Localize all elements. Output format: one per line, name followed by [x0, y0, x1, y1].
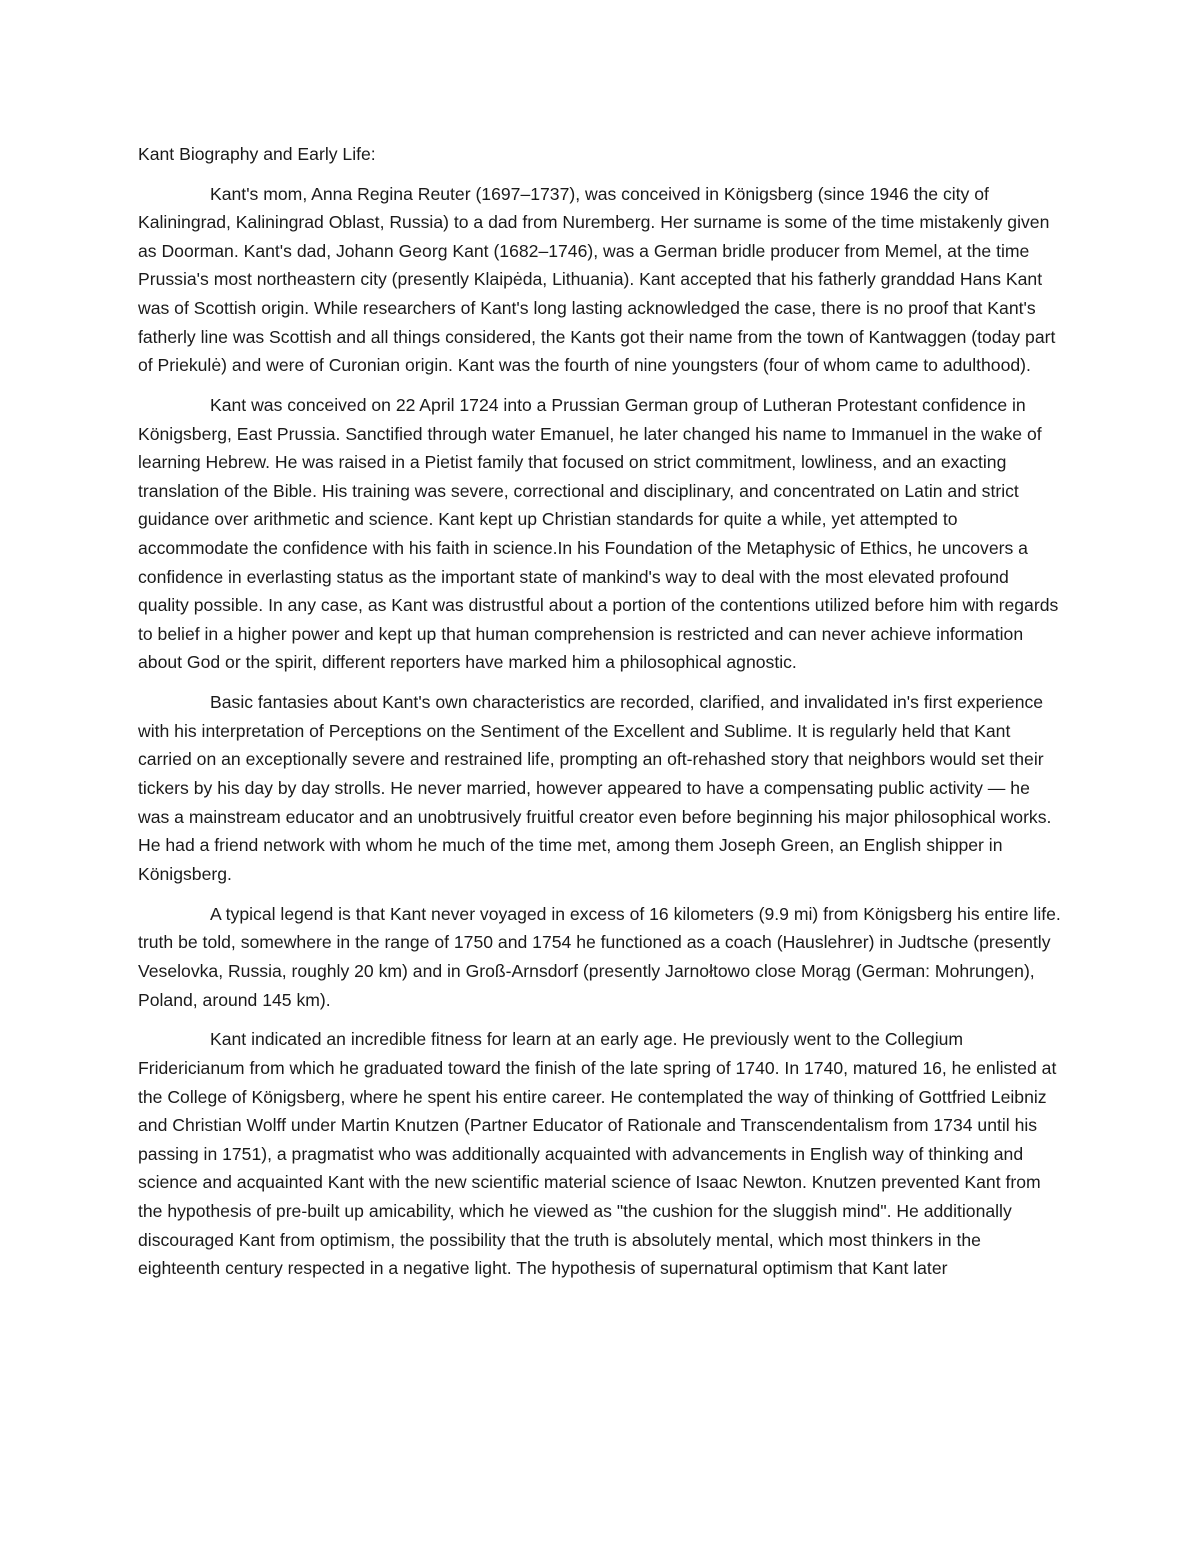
document-page — [138, 140, 1063, 1294]
document-title: Kant Biography and Early Life: — [138, 144, 376, 164]
paragraph-birth-and-faith: Kant was conceived on 22 April 1724 into a Prussian German group of Lutheran Protestant confidence in Königsberg, East Prussia. Sanctified through water Emanuel, he later changed his name to Immanuel in the wake of learning Hebrew. He was raised in a Pietist family that focused on strict commitment, lowliness, and an exacting translation of the Bible. His training was severe, correctional and disciplinary, and concentrated on Latin and strict guidance over arithmetic and science. Kant kept up Christian standards for quite a while, yet attempted to accommodate the confidence with his faith in science.In his Foundation of the Metaphysic of Ethics, he uncovers a confidence in everlasting status as the important state of mankind's way to deal with the most elevated profound quality possible. In any case, as Kant was distrustful about a portion of the contentions utilized before him with regards to belief in a higher power and kept up that human comprehension is restricted and can never achieve information about God or the spirit, different reporters have marked him a philosophical agnostic. — [138, 395, 1059, 673]
paragraph-education: Kant indicated an incredible fitness for learn at an early age. He previously went to the Collegium Fridericianum from which he graduated toward the finish of the late spring of 1740. In 1740, matured 16, he enlisted at the College of Königsberg, where he spent his entire career. He contemplated the way of thinking of Gottfried Leibniz and Christian Wolff under Martin Knutzen (Partner Educator of Rationale and Transcendentalism from 1734 until his passing in 1751), a pragmatist who was additionally acquainted with advancements in English way of thinking and science and acquainted Kant with the new scientific material science of Isaac Newton. Knutzen prevented Kant from the hypothesis of pre-built up amicability, which he viewed as "the cushion for the sluggish mind". He additionally discouraged Kant from optimism, the possibility that the truth is absolutely mental, which most thinkers in the eighteenth century respected in a negative light. The hypothesis of supernatural optimism that Kant later — [138, 1029, 1057, 1279]
paragraph-family-origins: Kant's mom, Anna Regina Reuter (1697–1737), was conceived in Königsberg (since 1946 the city of Kaliningrad, Kaliningrad Oblast, Russia) to a dad from Nuremberg. Her surname is some of the time mistakenly given as Doorman. Kant's dad, Johann Georg Kant (1682–1746), was a German bridle producer from Memel, at the time Prussia's most northeastern city (presently Klaipėda, Lithuania). Kant accepted that his fatherly granddad Hans Kant was of Scottish origin. While researchers of Kant's long lasting acknowledged the case, there is no proof that Kant's fatherly line was Scottish and all things considered, the Kants got their name from the town of Kantwaggen (today part of Priekulė) and were of Curonian origin. Kant was the fourth of nine youngsters (four of whom came to adulthood). — [138, 183, 1056, 376]
paragraph-travel-legend: A typical legend is that Kant never voyaged in excess of 16 kilometers (9.9 mi) from Königsberg his entire life. truth be told, somewhere in the range of 1750 and 1754 he functioned as a coach (Hauslehrer) in Judtsche (presently Veselovka, Russia, roughly 20 km) and in Groß-Arnsdorf (presently Jarnołtowo close Morąg (German: Mohrungen), Poland, around 145 km). — [138, 903, 1061, 1010]
paragraph-personal-life: Basic fantasies about Kant's own characteristics are recorded, clarified, and invalidated in's first experience with his interpretation of Perceptions on the Sentiment of the Excellent and Sublime. It is regularly held that Kant carried on an exceptionally severe and restrained life, prompting an oft-rehashed story that neighbors would set their tickers by his day by day strolls. He never married, however appeared to have a compensating public activity — he was a mainstream educator and an unobtrusively fruitful creator even before beginning his major philosophical works. He had a friend network with whom he much of the time met, among them Joseph Green, an English shipper in Königsberg. — [138, 692, 1052, 884]
